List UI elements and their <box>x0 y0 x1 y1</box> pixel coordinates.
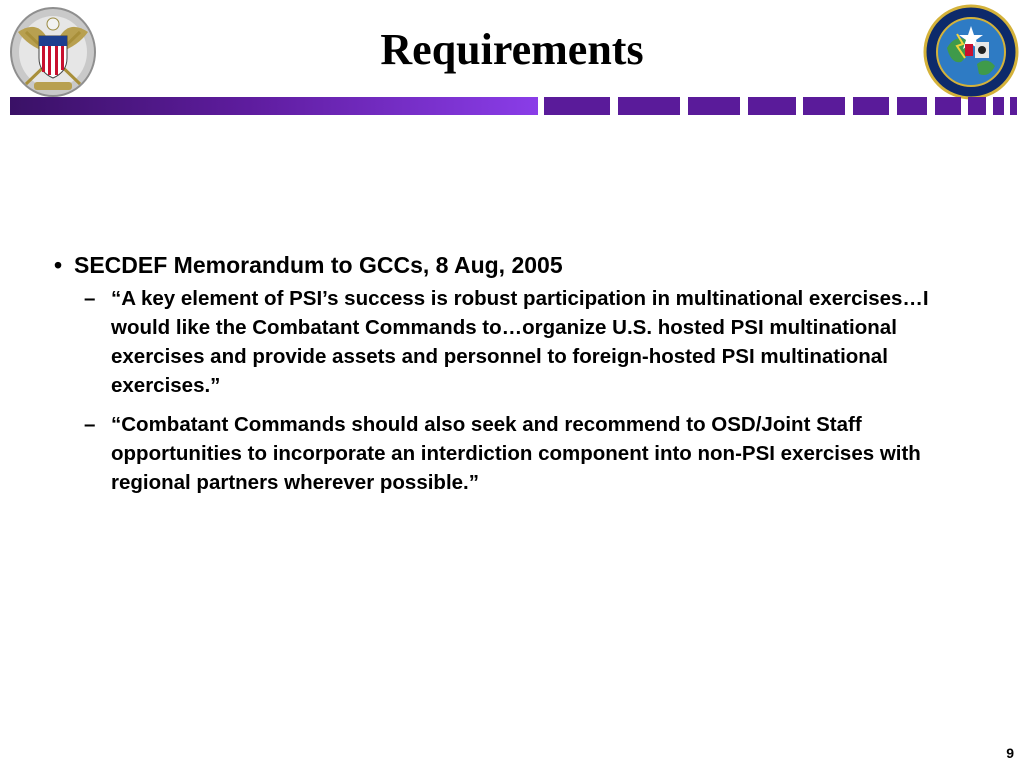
header-bar-segment <box>803 97 845 115</box>
header-bar-segment <box>935 97 961 115</box>
header-bar <box>10 97 538 115</box>
slide-content <box>54 250 974 507</box>
header-bar-segment <box>897 97 927 115</box>
dash-icon: – <box>84 413 96 436</box>
header-bar-segment <box>748 97 796 115</box>
usstratcom-center-combating-wmd-seal-icon <box>921 4 1021 100</box>
bullet-item <box>54 250 974 280</box>
page-number: 9 <box>1006 745 1014 761</box>
bullet-text: SECDEF Memorandum to GCCs, 8 Aug, 2005 <box>74 252 563 278</box>
header-bar-segment <box>544 97 610 115</box>
bullet-dot-icon: • <box>54 252 63 278</box>
sub-bullet-list <box>84 284 974 497</box>
header-bar-segment <box>618 97 680 115</box>
header-bar-segment <box>968 97 986 115</box>
sub-bullet-text: “Combatant Commands should also seek and recommend to OSD/Joint Staff opportunities to incorporate an interdiction component into non-PSI exercises with regional partners wherever possible.” <box>111 413 921 494</box>
sub-bullet-item <box>84 410 974 497</box>
header-bar-segment <box>688 97 740 115</box>
header-bar-segment <box>853 97 889 115</box>
page-title: Requirements <box>380 25 644 74</box>
sub-bullet-item <box>84 284 974 400</box>
header-bar-segment <box>1010 97 1017 115</box>
header-bar-segment <box>993 97 1004 115</box>
dash-icon: – <box>84 287 96 310</box>
sub-bullet-text: “A key element of PSI’s success is robust participation in multinational exercises…I would like the Combatant Commands to…organize U.S. hosted PSI multinational exercises and provide assets and personnel to foreign-hosted PSI multinational exercises.” <box>111 287 929 397</box>
